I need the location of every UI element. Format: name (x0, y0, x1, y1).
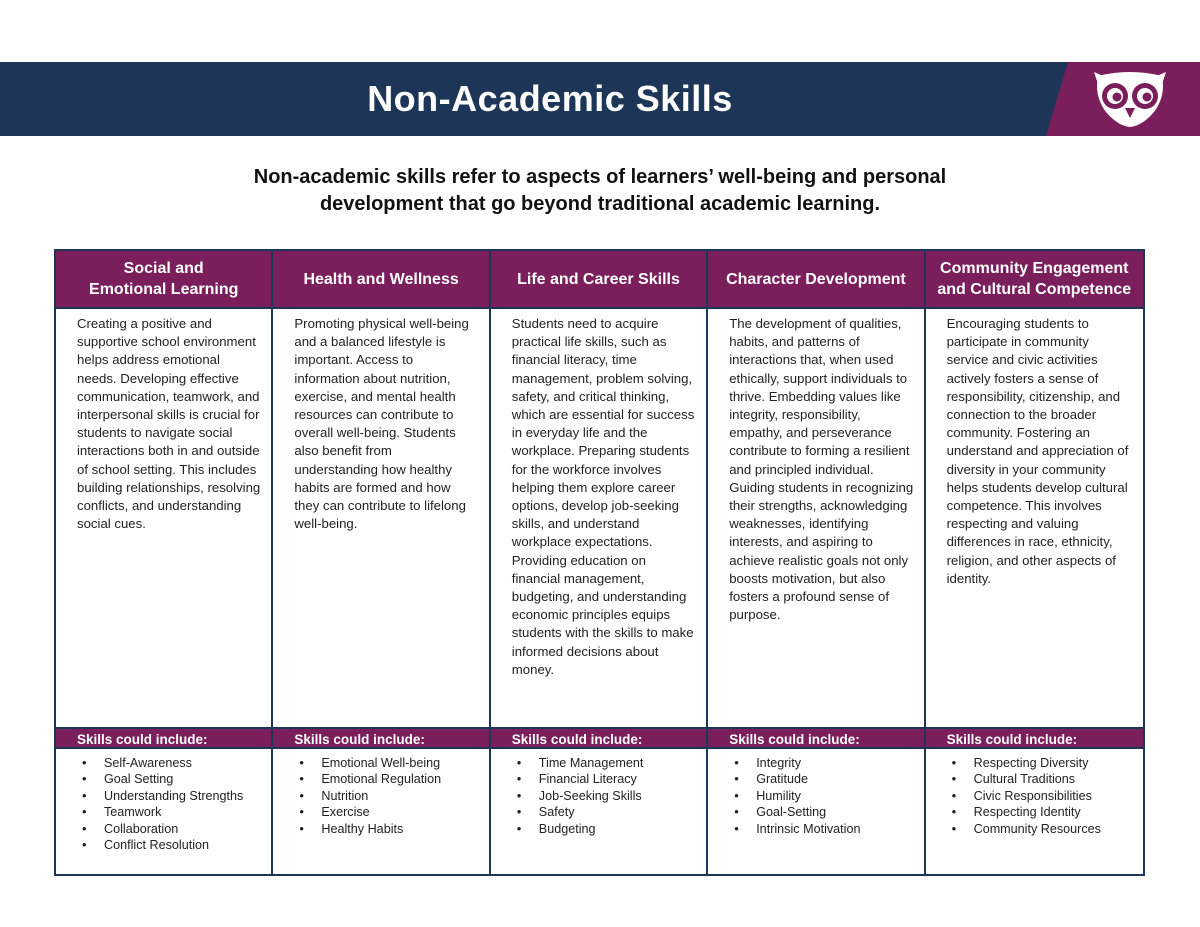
skill-item: • Respecting Identity (974, 804, 1143, 820)
intro-line-1: Non-academic skills refer to aspects of learners’ well-being and personal (253, 166, 947, 188)
skills-list (273, 749, 488, 837)
skill-item: • Budgeting (539, 821, 706, 837)
skills-list (926, 749, 1143, 837)
skills-label: Skills could include: (56, 727, 273, 749)
column-description: Students need to acquire practical life skills, such as financial literacy, time management, problem solving, safety, and critical thinking, which are essential for success in everyday life and the workplace. Preparing students for the workforce involves helping them explore career options, develop job-seeking skills, and understand workplace expectations. Providing education on financial management, budgeting, and understanding economic principles equips students with the skills to make informed decisions about money. (491, 309, 708, 727)
skills-cell (491, 749, 708, 874)
skill-item: • Teamwork (104, 804, 271, 820)
skill-item: • Understanding Strengths (104, 788, 271, 804)
column-header-life-career: Life and Career Skills (491, 251, 708, 309)
skills-cell (708, 749, 925, 874)
skill-item: • Job-Seeking Skills (539, 788, 706, 804)
skills-cell (56, 749, 273, 874)
skills-list (56, 749, 271, 853)
page-title: Non-Academic Skills (367, 78, 733, 119)
skill-item: • Intrinsic Motivation (756, 821, 923, 837)
skills-label: Skills could include: (708, 727, 925, 749)
column-description: Encouraging students to participate in community service and civic activities actively fosters a sense of responsibility, citizenship, and connection to the broader community. Fostering an understand and appreciation of diversity in your community helps students develop cultural competence. This involves respecting and valuing differences in race, ethnicity, religion, and other aspects of identity. (946, 316, 1129, 586)
skill-item: • Community Resources (974, 821, 1143, 837)
skills-label: Skills could include: (491, 727, 708, 749)
column-header-community: Community Engagement and Cultural Competence (926, 251, 1143, 309)
owl-icon (1092, 70, 1168, 128)
skill-item: • Nutrition (321, 788, 488, 804)
intro-line-2: development that go beyond traditional academic learning. (319, 193, 881, 215)
column-description: Promoting physical well-being and a balanced lifestyle is important. Access to information about nutrition, exercise, and mental health resources can contribute to overall well-being. Students also benefit from understanding how healthy habits are formed and how they can contribute to lifelong well-being. (273, 309, 490, 727)
skill-item: • Emotional Well-being (321, 755, 488, 771)
skill-item: • Emotional Regulation (321, 771, 488, 787)
skill-item: • Goal-Setting (756, 804, 923, 820)
header-banner (0, 62, 1200, 136)
skill-item: • Civic Responsibilities (974, 788, 1143, 804)
skill-item: • Collaboration (104, 821, 271, 837)
column-header-character: Character Development (708, 251, 925, 309)
skill-item: • Healthy Habits (321, 821, 488, 837)
skill-item: • Exercise (321, 804, 488, 820)
skill-item: • Respecting Diversity (974, 755, 1143, 771)
skills-table (54, 249, 1145, 876)
skill-item: • Financial Literacy (539, 771, 706, 787)
intro-text (100, 164, 1100, 218)
skills-label: Skills could include: (926, 727, 1143, 749)
skill-item: • Time Management (539, 755, 706, 771)
skills-cell (926, 749, 1143, 874)
skill-item: • Conflict Resolution (104, 837, 271, 853)
skill-item: • Goal Setting (104, 771, 271, 787)
skill-item: • Safety (539, 804, 706, 820)
skill-item: • Cultural Traditions (974, 771, 1143, 787)
column-header-social-emotional: Social and Emotional Learning (56, 251, 273, 309)
skill-item: • Humility (756, 788, 923, 804)
column-description: The development of qualities, habits, and patterns of interactions that, when used ethically, support individuals to thrive. Embedding values like integrity, responsibility, empathy, and perseverance contribute to forming a resilient and principled individual. Guiding students in recognizing their strengths, acknowledging weaknesses, identifying interests, and aspiring to achieve realistic goals not only boosts motivation, but also fosters a profound sense of purpose. (708, 309, 925, 727)
skills-list (708, 749, 923, 837)
column-header-health-wellness: Health and Wellness (273, 251, 490, 309)
skills-cell (273, 749, 490, 874)
skill-item: • Self-Awareness (104, 755, 271, 771)
skills-label: Skills could include: (273, 727, 490, 749)
column-description: Creating a positive and supportive school environment helps address emotional needs. Developing effective communication, teamwork, and interpersonal skills is crucial for students to navigate social interactions both in and outside of school setting. This includes building relationships, resolving conflicts, and understanding social cues. (56, 309, 273, 727)
skill-item: • Integrity (756, 755, 923, 771)
skills-list (491, 749, 706, 837)
skill-item: • Gratitude (756, 771, 923, 787)
